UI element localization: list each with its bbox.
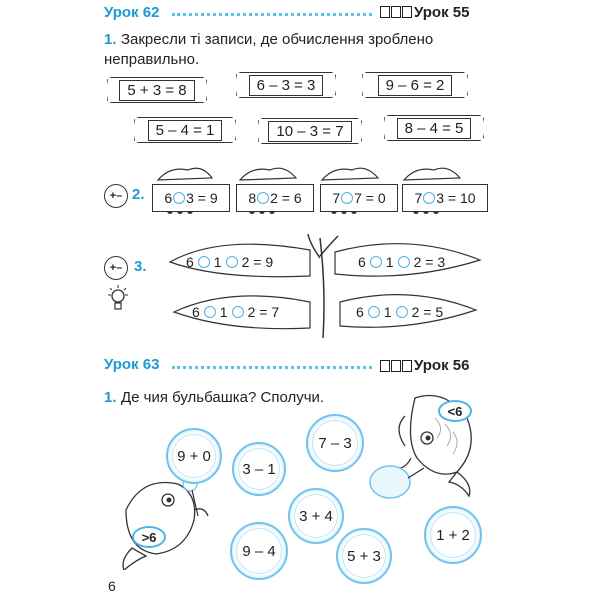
bubble-6[interactable]: 5 + 3 <box>336 528 392 584</box>
task2-number: 2. <box>132 186 145 203</box>
bubble-4[interactable]: 3 + 4 <box>288 488 344 544</box>
lesson-56-title: Урок 56 <box>414 357 470 374</box>
lightbulb-icon <box>106 284 130 316</box>
fish-bottom-label: >6 <box>132 526 166 548</box>
bubble-2[interactable]: 3 – 1 <box>232 442 286 496</box>
fish-bottom-icon <box>112 470 222 570</box>
plus-minus-icon: +– <box>104 256 128 280</box>
bubble-1[interactable]: 9 + 0 <box>166 428 222 484</box>
leaf-1: 6 1 2 = 9 <box>186 254 274 270</box>
task-number: 1. <box>104 31 117 48</box>
sign-circle[interactable] <box>398 256 410 268</box>
task-text: Закресли ті записи, де обчислення зроблено неправильно. <box>104 31 434 68</box>
page-number: 6 <box>108 578 116 594</box>
bubble-3[interactable]: 7 – 3 <box>306 414 364 472</box>
leaf-3: 6 1 2 = 7 <box>192 304 280 320</box>
lesson-62-title: Урок 62 <box>104 4 160 21</box>
leaf-2: 6 1 2 = 3 <box>358 254 446 270</box>
ticket-3[interactable]: 9 – 6 = 2 <box>362 72 468 98</box>
blowing-bubble-icon <box>366 458 426 504</box>
sign-circle[interactable] <box>341 192 353 204</box>
sign-circle[interactable] <box>232 306 244 318</box>
task-number: 1. <box>104 389 117 406</box>
sign-circle[interactable] <box>257 192 269 204</box>
sign-circle[interactable] <box>368 306 380 318</box>
sign-circle[interactable] <box>204 306 216 318</box>
ticket-1[interactable]: 5 + 3 = 8 <box>107 77 207 103</box>
task1-instruction <box>104 30 504 70</box>
plus-minus-icon: +– <box>104 184 128 208</box>
grid-icon <box>380 360 412 372</box>
bubble-5[interactable]: 9 – 4 <box>230 522 288 580</box>
wagon-2: 8 2 = 6 <box>236 184 314 212</box>
plant-leaves-drawing <box>160 228 490 338</box>
task1-instruction <box>104 388 324 408</box>
header-divider <box>172 13 372 16</box>
grid-icon <box>380 6 412 18</box>
task-text: Де чия бульбашка? Сполучи. <box>120 389 325 406</box>
header-divider <box>172 366 372 369</box>
lesson-55-title: Урок 55 <box>414 4 470 21</box>
wagon-3: 7 7 = 0 <box>320 184 398 212</box>
wagon-4: 7 3 = 10 <box>402 184 488 212</box>
lesson-63-title: Урок 63 <box>104 356 160 373</box>
bubble-7[interactable]: 1 + 2 <box>424 506 482 564</box>
sign-circle[interactable] <box>226 256 238 268</box>
sign-circle[interactable] <box>423 192 435 204</box>
ticket-6[interactable]: 8 – 4 = 5 <box>384 115 484 141</box>
sign-circle[interactable] <box>370 256 382 268</box>
ticket-4[interactable]: 5 – 4 = 1 <box>134 117 236 143</box>
sign-circle[interactable] <box>198 256 210 268</box>
ticket-2[interactable]: 6 – 3 = 3 <box>236 72 336 98</box>
wagon-1: 6 3 = 9 <box>152 184 230 212</box>
task3-number: 3. <box>134 258 147 275</box>
sign-circle[interactable] <box>396 306 408 318</box>
leaf-4: 6 1 2 = 5 <box>356 304 444 320</box>
sign-circle[interactable] <box>173 192 185 204</box>
fish-top-label: <6 <box>438 400 472 422</box>
ticket-5[interactable]: 10 – 3 = 7 <box>258 118 362 144</box>
